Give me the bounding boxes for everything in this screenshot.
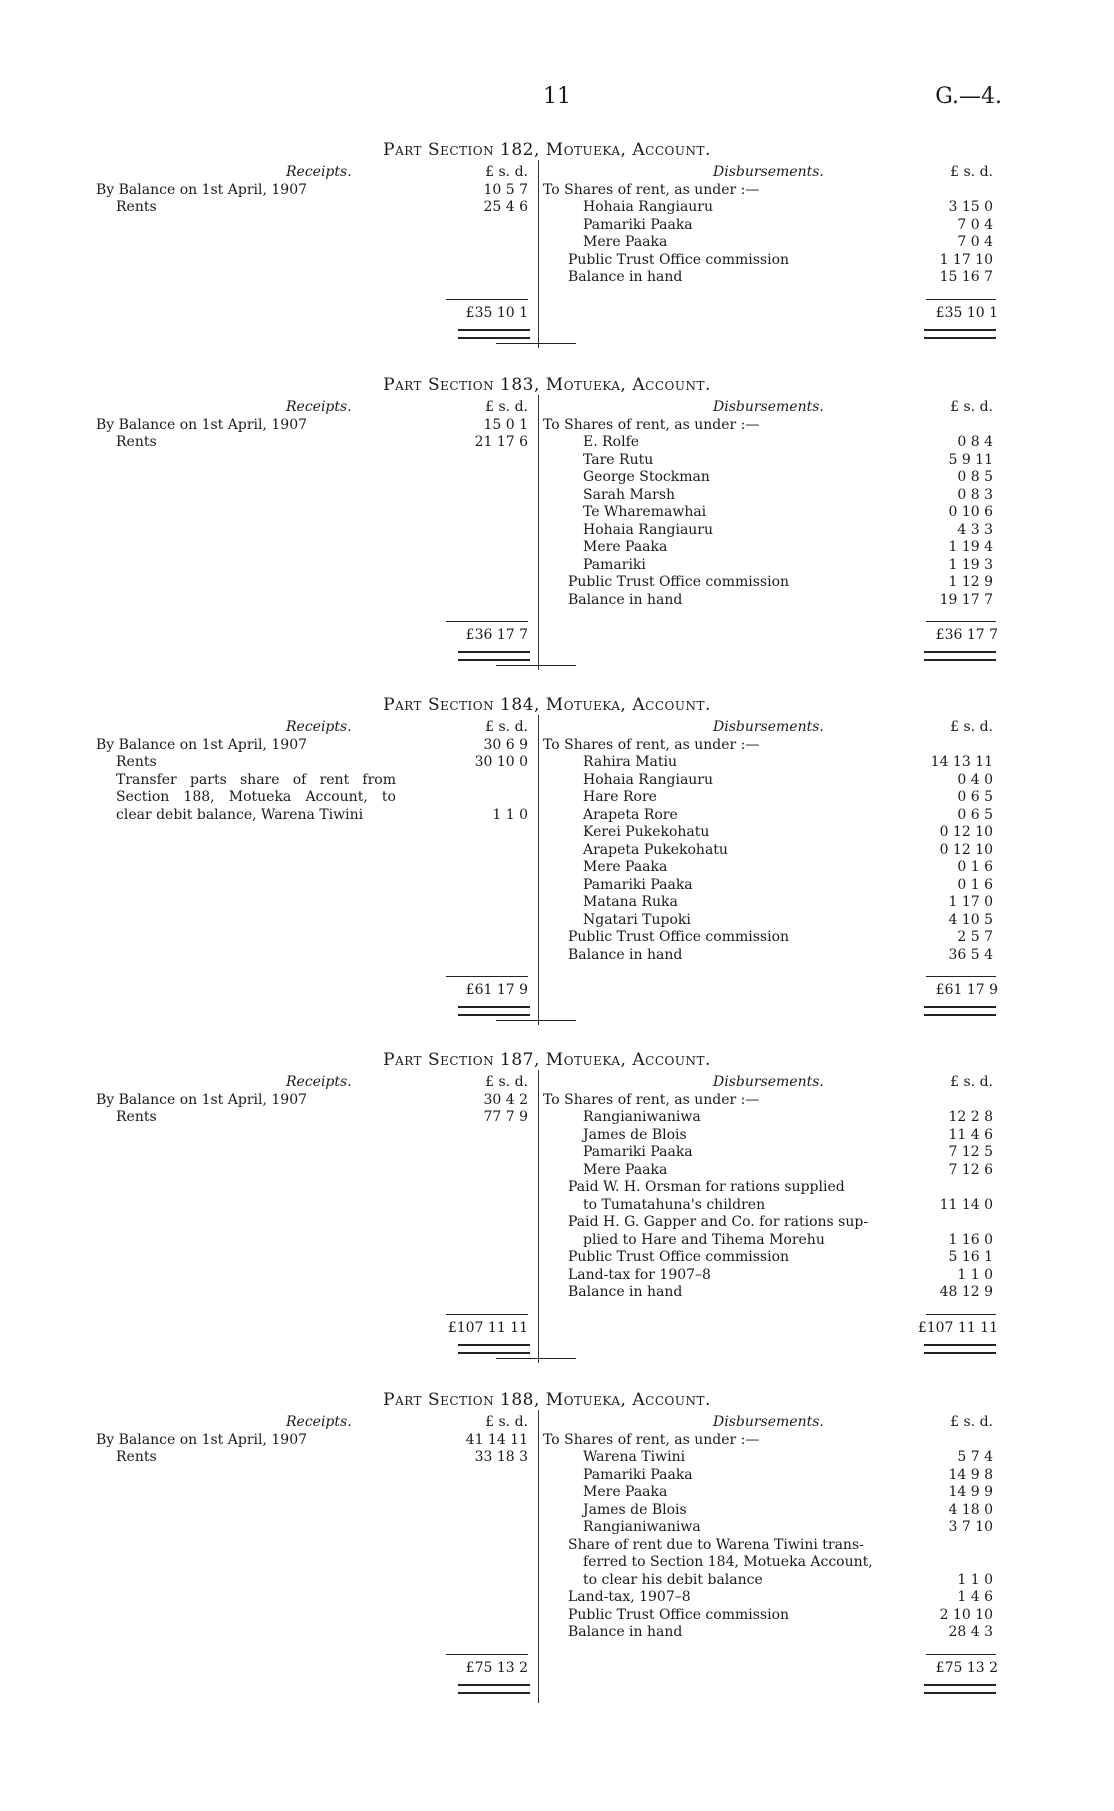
account-section xyxy=(96,140,998,321)
disbursement-row xyxy=(543,1624,998,1642)
disbursements-header xyxy=(543,1074,998,1092)
disbursements-column xyxy=(543,164,998,287)
disbursements-total: £35 10 1 xyxy=(935,304,998,321)
disbursement-row xyxy=(543,929,998,947)
disbursement-row xyxy=(543,557,998,575)
disbursement-label: James de Blois xyxy=(583,1126,687,1143)
disbursement-amount: 7 12 6 xyxy=(948,1161,993,1178)
receipts-column xyxy=(96,719,536,824)
receipt-row xyxy=(96,1432,536,1450)
disbursement-amount: 3 7 10 xyxy=(948,1519,993,1535)
column-divider xyxy=(538,160,539,348)
disbursements-header xyxy=(543,719,998,737)
disbursement-label: Hohaia Rangiauru xyxy=(583,199,714,215)
disbursement-label: Hohaia Rangiauru xyxy=(583,771,714,788)
disbursement-row xyxy=(543,824,998,842)
disbursement-row xyxy=(543,1607,998,1625)
currency-header: £ s. d. xyxy=(950,719,993,735)
disbursement-row xyxy=(543,1127,998,1145)
disbursement-label: Hohaia Rangiauru xyxy=(583,521,714,538)
total-double-rule xyxy=(924,651,996,661)
receipt-row xyxy=(96,754,536,772)
receipts-column xyxy=(96,1074,536,1127)
total-double-rule xyxy=(924,1684,996,1694)
disbursement-row xyxy=(543,199,998,217)
disbursement-row xyxy=(543,1502,998,1520)
disbursement-label: Te Wharemawhai xyxy=(583,504,707,520)
disbursement-amount: 48 12 9 xyxy=(939,1284,993,1300)
disbursement-row xyxy=(543,504,998,522)
receipts-label: Receipts. xyxy=(286,399,352,415)
disbursements-header xyxy=(543,1414,998,1432)
disbursement-amount: 11 14 0 xyxy=(939,1196,993,1213)
disbursement-amount: 7 0 4 xyxy=(957,216,993,233)
disbursement-row xyxy=(543,1449,998,1467)
disbursements-label: Disbursements. xyxy=(713,719,824,735)
disbursement-row xyxy=(543,234,998,252)
disbursement-row xyxy=(543,789,998,807)
disbursement-row xyxy=(543,1144,998,1162)
receipt-row xyxy=(96,417,536,435)
disbursement-label: Pamariki Paaka xyxy=(583,876,693,893)
section-separator xyxy=(496,1020,576,1021)
disbursements-total: £36 17 7 xyxy=(935,627,998,643)
disbursement-label: Arapeta Rore xyxy=(583,806,678,823)
currency-header: £ s. d. xyxy=(485,1414,528,1430)
disbursement-row xyxy=(543,1267,998,1285)
disbursement-row xyxy=(543,1284,998,1302)
receipt-row xyxy=(96,434,536,452)
receipts-column xyxy=(96,1414,536,1467)
disbursements-label: Disbursements. xyxy=(713,1074,824,1090)
disbursement-label: Paid W. H. Orsman for rations supplied xyxy=(568,1179,845,1195)
currency-header: £ s. d. xyxy=(485,164,528,180)
disbursement-amount: 0 10 6 xyxy=(948,504,993,520)
disbursement-amount: 7 0 4 xyxy=(957,234,993,250)
receipts-header xyxy=(96,164,536,182)
disbursement-row xyxy=(543,417,998,435)
disbursement-label: ferred to Section 184, Motueka Account, xyxy=(583,1554,873,1570)
disbursement-label: Kerei Pukekohatu xyxy=(583,824,710,840)
receipts-header xyxy=(96,1074,536,1092)
section-title: Part Section 183, Motueka, Account. xyxy=(383,375,711,395)
disbursement-row xyxy=(543,1179,998,1197)
receipts-label: Receipts. xyxy=(286,1074,352,1090)
disbursement-amount: 0 1 6 xyxy=(957,876,993,893)
subtotal-rule xyxy=(926,1314,996,1315)
disbursement-amount: 5 9 11 xyxy=(948,451,993,468)
receipts-label: Receipts. xyxy=(286,1414,352,1430)
disbursement-amount: 36 5 4 xyxy=(948,946,993,963)
disbursement-label: To Shares of rent, as under :— xyxy=(543,181,760,198)
receipt-amount: 41 14 11 xyxy=(465,1431,528,1448)
disbursement-amount: 1 17 0 xyxy=(948,894,993,910)
receipts-header xyxy=(96,399,536,417)
column-divider xyxy=(538,715,539,1025)
disbursement-row xyxy=(543,1554,998,1572)
disbursement-amount: 1 1 0 xyxy=(957,1266,993,1283)
total-double-rule xyxy=(924,1006,996,1016)
disbursement-label: James de Blois xyxy=(583,1501,687,1518)
disbursement-label: Public Trust Office commission xyxy=(568,574,790,590)
column-divider xyxy=(538,395,539,670)
disbursement-label: Balance in hand xyxy=(568,946,683,963)
currency-header: £ s. d. xyxy=(485,1074,528,1090)
page-number: 11 xyxy=(543,84,571,109)
disbursement-label: Public Trust Office commission xyxy=(568,1606,790,1623)
disbursement-amount: 1 17 10 xyxy=(939,251,993,268)
subtotal-rule xyxy=(446,976,528,977)
disbursements-header xyxy=(543,164,998,182)
disbursement-amount: 1 4 6 xyxy=(957,1589,993,1605)
receipt-row xyxy=(96,1092,536,1110)
disbursement-amount: 2 5 7 xyxy=(957,929,993,945)
disbursement-row xyxy=(543,1162,998,1180)
disbursement-amount: 5 7 4 xyxy=(957,1449,993,1465)
disbursement-label: E. Rolfe xyxy=(583,434,640,450)
receipt-amount: 33 18 3 xyxy=(474,1449,528,1465)
disbursement-row xyxy=(543,1537,998,1555)
disbursement-label: To Shares of rent, as under :— xyxy=(543,1091,760,1108)
receipt-amount: 10 5 7 xyxy=(483,181,528,198)
disbursement-label: Mere Paaka xyxy=(583,234,668,250)
page-reference: G.—4. xyxy=(935,84,1002,109)
disbursement-amount: 12 2 8 xyxy=(948,1109,993,1125)
disbursement-label: Matana Ruka xyxy=(583,894,678,910)
disbursement-label: to Tumatahuna's children xyxy=(583,1196,766,1213)
disbursement-amount: 1 12 9 xyxy=(948,574,993,590)
disbursement-row xyxy=(543,574,998,592)
disbursement-row xyxy=(543,1249,998,1267)
receipt-amount: 25 4 6 xyxy=(483,199,528,215)
total-double-rule xyxy=(458,1006,530,1016)
disbursement-amount: 1 16 0 xyxy=(948,1231,993,1248)
disbursement-amount: 19 17 7 xyxy=(939,591,993,608)
disbursement-row xyxy=(543,842,998,860)
receipts-total: £35 10 1 xyxy=(465,304,528,321)
disbursements-column xyxy=(543,1074,998,1302)
disbursement-row xyxy=(543,434,998,452)
disbursement-row xyxy=(543,269,998,287)
section-separator xyxy=(496,343,576,344)
receipts-total: £61 17 9 xyxy=(465,982,528,998)
disbursement-label: Rangianiwaniwa xyxy=(583,1109,701,1125)
disbursement-amount: 14 13 11 xyxy=(930,754,993,770)
currency-header: £ s. d. xyxy=(485,719,528,735)
receipt-label: Rents xyxy=(116,1449,157,1465)
column-divider xyxy=(538,1070,539,1363)
disbursement-label: Tare Rutu xyxy=(583,451,654,468)
receipt-row xyxy=(96,182,536,200)
receipt-amount: 21 17 6 xyxy=(474,434,528,450)
disbursement-label: Public Trust Office commission xyxy=(568,1249,790,1265)
disbursement-label: Mere Paaka xyxy=(583,539,668,555)
disbursement-label: Pamariki xyxy=(583,556,646,573)
subtotal-rule xyxy=(446,1654,528,1655)
disbursement-row xyxy=(543,487,998,505)
disbursement-row xyxy=(543,452,998,470)
receipt-amount: 30 10 0 xyxy=(474,754,528,770)
disbursement-label: Land-tax, 1907–8 xyxy=(568,1589,691,1605)
account-section xyxy=(96,1390,998,1676)
receipt-label: Rents xyxy=(116,199,157,215)
disbursement-amount: 4 18 0 xyxy=(948,1501,993,1518)
disbursement-label: Land-tax for 1907–8 xyxy=(568,1266,711,1283)
disbursement-row xyxy=(543,252,998,270)
disbursement-amount: 14 9 8 xyxy=(948,1466,993,1483)
disbursement-label: Share of rent due to Warena Tiwini trans- xyxy=(568,1536,864,1553)
disbursement-row xyxy=(543,772,998,790)
disbursement-label: to clear his debit balance xyxy=(583,1571,763,1588)
total-double-rule xyxy=(458,329,530,339)
disbursement-label: George Stockman xyxy=(583,469,710,485)
disbursements-total: £75 13 2 xyxy=(935,1659,998,1676)
receipts-label: Receipts. xyxy=(286,719,352,735)
disbursement-row xyxy=(543,754,998,772)
disbursements-total: £61 17 9 xyxy=(935,982,998,998)
disbursement-label: Arapeta Pukekohatu xyxy=(583,841,728,858)
disbursement-amount: 0 12 10 xyxy=(939,824,993,840)
disbursement-row xyxy=(543,1432,998,1450)
total-double-rule xyxy=(458,651,530,661)
disbursements-column xyxy=(543,1414,998,1642)
total-double-rule xyxy=(924,1344,996,1354)
disbursement-amount: 14 9 9 xyxy=(948,1484,993,1500)
receipt-row xyxy=(96,772,536,825)
disbursement-row xyxy=(543,1092,998,1110)
disbursement-row xyxy=(543,182,998,200)
disbursement-row xyxy=(543,1519,998,1537)
receipts-total: £107 11 11 xyxy=(447,1319,528,1336)
receipts-label: Receipts. xyxy=(286,164,352,180)
disbursement-label: Hare Rore xyxy=(583,789,657,805)
disbursement-amount: 5 16 1 xyxy=(948,1249,993,1265)
disbursement-row xyxy=(543,1589,998,1607)
disbursement-row xyxy=(543,1572,998,1590)
total-double-rule xyxy=(458,1684,530,1694)
receipt-amount: 77 7 9 xyxy=(483,1109,528,1125)
currency-header: £ s. d. xyxy=(950,1074,993,1090)
disbursement-label: Mere Paaka xyxy=(583,1484,668,1500)
disbursement-label: Public Trust Office commission xyxy=(568,251,790,268)
disbursement-amount: 1 19 4 xyxy=(948,539,993,555)
disbursement-amount: 0 8 4 xyxy=(957,434,993,450)
disbursements-label: Disbursements. xyxy=(713,399,824,415)
disbursement-row xyxy=(543,1484,998,1502)
receipt-label: Transfer parts share of rent from Section 188, Motueka Account, to clear debit balance, Warena Tiwini xyxy=(116,771,396,823)
disbursement-row xyxy=(543,1109,998,1127)
receipts-header xyxy=(96,1414,536,1432)
disbursement-amount: 28 4 3 xyxy=(948,1624,993,1640)
disbursement-amount: 4 10 5 xyxy=(948,911,993,928)
disbursement-row xyxy=(543,1467,998,1485)
disbursement-amount: 0 8 3 xyxy=(957,486,993,503)
disbursement-label: To Shares of rent, as under :— xyxy=(543,1431,760,1448)
disbursement-row xyxy=(543,737,998,755)
receipts-column xyxy=(96,164,536,217)
disbursement-label: To Shares of rent, as under :— xyxy=(543,736,760,753)
disbursement-amount: 3 15 0 xyxy=(948,199,993,215)
subtotal-rule xyxy=(446,299,528,300)
disbursement-row xyxy=(543,1214,998,1232)
disbursement-amount: 11 4 6 xyxy=(948,1126,993,1143)
receipt-amount: 1 1 0 xyxy=(492,806,528,823)
disbursement-label: Balance in hand xyxy=(568,1284,683,1300)
column-divider xyxy=(538,1410,539,1703)
disbursement-label: Warena Tiwini xyxy=(583,1449,686,1465)
disbursement-amount: 0 8 5 xyxy=(957,469,993,485)
receipt-row xyxy=(96,1449,536,1467)
receipt-label: Rents xyxy=(116,1109,157,1125)
subtotal-rule xyxy=(926,621,996,622)
receipts-column xyxy=(96,399,536,452)
disbursement-label: Ngatari Tupoki xyxy=(583,911,691,928)
receipt-label: Rents xyxy=(116,434,157,450)
section-title: Part Section 184, Motueka, Account. xyxy=(383,695,711,715)
disbursement-row xyxy=(543,469,998,487)
disbursements-column xyxy=(543,719,998,964)
receipts-header xyxy=(96,719,536,737)
disbursement-label: Rangianiwaniwa xyxy=(583,1519,701,1535)
disbursement-label: Balance in hand xyxy=(568,269,683,285)
disbursement-label: Pamariki Paaka xyxy=(583,1144,693,1160)
section-title: Part Section 182, Motueka, Account. xyxy=(383,140,711,160)
disbursement-amount: 0 6 5 xyxy=(957,789,993,805)
disbursement-row xyxy=(543,894,998,912)
subtotal-rule xyxy=(926,1654,996,1655)
receipt-label: By Balance on 1st April, 1907 xyxy=(96,736,308,753)
currency-header: £ s. d. xyxy=(485,399,528,415)
currency-header: £ s. d. xyxy=(950,164,993,180)
disbursement-row xyxy=(543,522,998,540)
disbursement-label: Mere Paaka xyxy=(583,859,668,875)
disbursements-label: Disbursements. xyxy=(713,1414,824,1430)
receipt-label: By Balance on 1st April, 1907 xyxy=(96,1091,308,1108)
disbursements-total: £107 11 11 xyxy=(917,1319,998,1336)
disbursement-label: Pamariki Paaka xyxy=(583,216,693,233)
disbursement-amount: 0 4 0 xyxy=(957,771,993,788)
disbursement-label: Rahira Matiu xyxy=(583,754,677,770)
disbursement-label: Balance in hand xyxy=(568,591,683,608)
subtotal-rule xyxy=(926,976,996,977)
receipt-label: Rents xyxy=(116,754,157,770)
section-separator xyxy=(496,1358,576,1359)
total-double-rule xyxy=(458,1344,530,1354)
receipt-label: By Balance on 1st April, 1907 xyxy=(96,416,308,433)
disbursement-label: Pamariki Paaka xyxy=(583,1466,693,1483)
disbursement-label: plied to Hare and Tihema Morehu xyxy=(583,1231,825,1248)
total-double-rule xyxy=(924,329,996,339)
disbursement-row xyxy=(543,1232,998,1250)
receipts-total: £75 13 2 xyxy=(465,1659,528,1676)
receipt-amount: 30 4 2 xyxy=(483,1091,528,1108)
disbursement-row xyxy=(543,1197,998,1215)
disbursement-row xyxy=(543,877,998,895)
account-section xyxy=(96,375,998,643)
receipt-amount: 15 0 1 xyxy=(483,416,528,433)
disbursement-amount: 1 19 3 xyxy=(948,556,993,573)
currency-header: £ s. d. xyxy=(950,399,993,415)
receipts-total: £36 17 7 xyxy=(465,627,528,643)
receipt-row xyxy=(96,1109,536,1127)
disbursement-row xyxy=(543,539,998,557)
disbursement-label: To Shares of rent, as under :— xyxy=(543,416,760,433)
subtotal-rule xyxy=(446,621,528,622)
disbursement-row xyxy=(543,217,998,235)
disbursement-amount: 1 1 0 xyxy=(957,1571,993,1588)
disbursement-label: Mere Paaka xyxy=(583,1161,668,1178)
account-section xyxy=(96,1050,998,1336)
disbursement-amount: 0 6 5 xyxy=(957,806,993,823)
subtotal-rule xyxy=(446,1314,528,1315)
currency-header: £ s. d. xyxy=(950,1414,993,1430)
disbursements-header xyxy=(543,399,998,417)
disbursement-amount: 4 3 3 xyxy=(957,521,993,538)
disbursement-row xyxy=(543,859,998,877)
receipt-row xyxy=(96,199,536,217)
disbursement-amount: 0 1 6 xyxy=(957,859,993,875)
disbursement-row xyxy=(543,592,998,610)
disbursements-column xyxy=(543,399,998,609)
disbursement-amount: 0 12 10 xyxy=(939,841,993,858)
section-title: Part Section 188, Motueka, Account. xyxy=(383,1390,711,1410)
disbursement-row xyxy=(543,947,998,965)
subtotal-rule xyxy=(926,299,996,300)
disbursement-amount: 2 10 10 xyxy=(939,1606,993,1623)
disbursement-row xyxy=(543,912,998,930)
disbursement-amount: 7 12 5 xyxy=(948,1144,993,1160)
section-separator xyxy=(496,665,576,666)
disbursement-label: Paid H. G. Gapper and Co. for rations sup- xyxy=(568,1214,869,1230)
disbursements-label: Disbursements. xyxy=(713,164,824,180)
receipt-label: By Balance on 1st April, 1907 xyxy=(96,1431,308,1448)
receipt-row xyxy=(96,737,536,755)
disbursement-amount: 15 16 7 xyxy=(939,269,993,285)
disbursement-label: Balance in hand xyxy=(568,1624,683,1640)
receipt-amount: 30 6 9 xyxy=(483,736,528,753)
disbursement-label: Sarah Marsh xyxy=(583,486,676,503)
receipt-label: By Balance on 1st April, 1907 xyxy=(96,181,308,198)
account-section xyxy=(96,695,998,998)
section-title: Part Section 187, Motueka, Account. xyxy=(383,1050,711,1070)
disbursement-label: Public Trust Office commission xyxy=(568,929,790,945)
disbursement-row xyxy=(543,807,998,825)
